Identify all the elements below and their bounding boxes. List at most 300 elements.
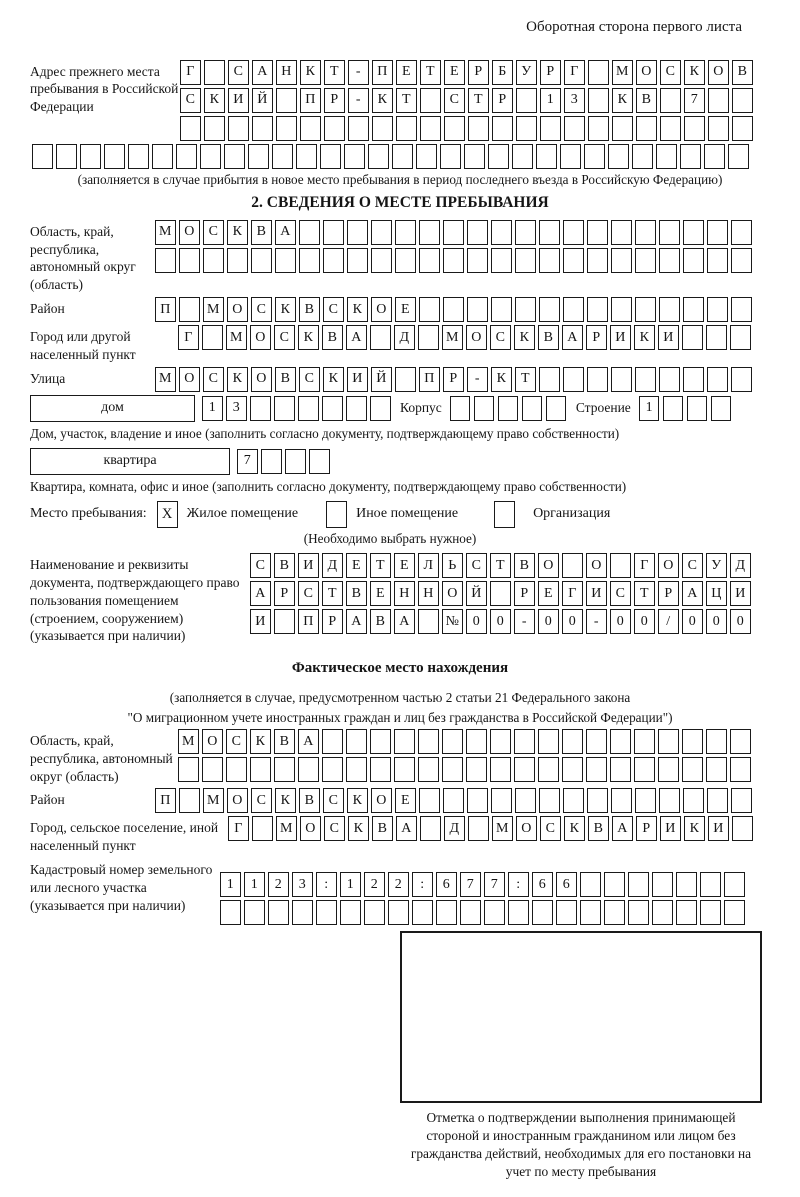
char-cell xyxy=(468,816,489,841)
char-cell: - xyxy=(348,88,369,113)
char-cell xyxy=(104,144,125,169)
region-row-2 xyxy=(155,248,755,273)
char-cell xyxy=(372,116,393,141)
house-number-cells xyxy=(202,396,394,421)
actual-region-row-2 xyxy=(178,757,754,782)
actual-district-row xyxy=(155,788,755,813)
apartment-caption: Квартира, комната, офис и иное (заполнить согласно документу, подтверждающему право собственности) xyxy=(30,478,627,494)
char-cell xyxy=(250,757,271,782)
char-cell xyxy=(731,788,752,813)
char-cell: 3 xyxy=(226,396,247,421)
char-cell: В xyxy=(275,367,296,392)
char-cell: О xyxy=(708,60,729,85)
char-cell xyxy=(322,757,343,782)
char-cell: А xyxy=(396,816,417,841)
char-cell: Г xyxy=(228,816,249,841)
char-cell: К xyxy=(684,60,705,85)
char-cell: О xyxy=(227,788,248,813)
char-cell: Р xyxy=(586,325,607,350)
char-cell xyxy=(346,729,367,754)
char-cell: Г xyxy=(178,325,199,350)
actual-location-title: Фактическое место нахождения xyxy=(291,660,509,677)
char-cell xyxy=(251,248,272,273)
char-cell xyxy=(706,729,727,754)
char-cell: В xyxy=(588,816,609,841)
char-cell: Й xyxy=(252,88,273,113)
char-cell: С xyxy=(298,581,319,606)
char-cell xyxy=(364,900,385,925)
char-cell: О xyxy=(179,220,200,245)
char-cell: П xyxy=(419,367,440,392)
char-cell: П xyxy=(155,297,176,322)
char-cell xyxy=(731,248,752,273)
char-cell: 6 xyxy=(532,872,553,897)
char-cell xyxy=(179,297,200,322)
char-cell xyxy=(611,367,632,392)
char-cell: О xyxy=(227,297,248,322)
char-cell xyxy=(274,396,295,421)
char-cell xyxy=(658,757,679,782)
char-cell xyxy=(285,449,306,474)
char-cell: 7 xyxy=(237,449,258,474)
char-cell: П xyxy=(298,609,319,634)
house-box: дом xyxy=(30,395,195,422)
char-cell: 1 xyxy=(540,88,561,113)
char-cell: С xyxy=(610,581,631,606)
char-cell xyxy=(392,144,413,169)
char-cell xyxy=(32,144,53,169)
char-cell xyxy=(274,609,295,634)
house-row xyxy=(30,395,770,422)
char-cell: Й xyxy=(371,367,392,392)
char-cell xyxy=(707,297,728,322)
char-cell: С xyxy=(226,729,247,754)
char-cell xyxy=(298,396,319,421)
char-cell xyxy=(418,757,439,782)
char-cell xyxy=(610,553,631,578)
char-cell xyxy=(420,88,441,113)
char-cell xyxy=(395,367,416,392)
char-cell xyxy=(244,900,265,925)
char-cell xyxy=(466,757,487,782)
char-cell xyxy=(604,872,625,897)
char-cell xyxy=(516,116,537,141)
char-cell xyxy=(443,788,464,813)
char-cell xyxy=(708,116,729,141)
char-cell xyxy=(347,220,368,245)
char-cell xyxy=(563,297,584,322)
char-cell xyxy=(635,248,656,273)
char-cell xyxy=(612,116,633,141)
char-cell xyxy=(539,788,560,813)
char-cell xyxy=(676,900,697,925)
char-cell: И xyxy=(610,325,631,350)
city-row xyxy=(178,325,754,350)
char-cell xyxy=(370,757,391,782)
section2-title: 2. СВЕДЕНИЯ О МЕСТЕ ПРЕБЫВАНИЯ xyxy=(251,193,549,211)
char-cell xyxy=(588,60,609,85)
char-cell xyxy=(155,248,176,273)
char-cell xyxy=(611,220,632,245)
street-label: Улица xyxy=(30,370,66,386)
char-cell xyxy=(370,325,391,350)
char-cell: О xyxy=(250,325,271,350)
char-cell xyxy=(248,144,269,169)
char-cell xyxy=(611,248,632,273)
char-cell: П xyxy=(372,60,393,85)
char-cell: В xyxy=(251,220,272,245)
street-field xyxy=(30,367,770,392)
char-cell xyxy=(179,248,200,273)
char-cell xyxy=(684,116,705,141)
char-cell xyxy=(226,757,247,782)
organization-checkbox xyxy=(494,501,515,528)
char-cell: С xyxy=(299,367,320,392)
char-cell xyxy=(419,220,440,245)
char-cell xyxy=(656,144,677,169)
district-row xyxy=(155,297,755,322)
char-cell xyxy=(498,396,519,421)
char-cell: И xyxy=(250,609,271,634)
char-cell xyxy=(706,325,727,350)
actual-region-field xyxy=(30,729,770,785)
char-cell xyxy=(610,757,631,782)
char-cell: : xyxy=(508,872,529,897)
char-cell: Р xyxy=(324,88,345,113)
char-cell xyxy=(252,116,273,141)
char-cell xyxy=(587,788,608,813)
char-cell xyxy=(658,729,679,754)
char-cell: С xyxy=(444,88,465,113)
stamp-area xyxy=(400,931,762,1181)
char-cell: Б xyxy=(492,60,513,85)
char-cell: О xyxy=(371,297,392,322)
char-cell xyxy=(659,367,680,392)
char-cell: К xyxy=(298,325,319,350)
char-cell: М xyxy=(155,367,176,392)
char-cell xyxy=(443,297,464,322)
char-cell xyxy=(323,220,344,245)
char-cell: 0 xyxy=(682,609,703,634)
char-cell xyxy=(683,788,704,813)
char-cell xyxy=(346,757,367,782)
char-cell: 6 xyxy=(436,872,457,897)
char-cell: № xyxy=(442,609,463,634)
char-cell: Л xyxy=(418,553,439,578)
char-cell xyxy=(652,900,673,925)
document-row-2 xyxy=(250,581,754,606)
char-cell xyxy=(728,144,749,169)
char-cell: 2 xyxy=(364,872,385,897)
char-cell xyxy=(563,367,584,392)
char-cell: М xyxy=(612,60,633,85)
char-cell: Е xyxy=(346,553,367,578)
char-cell: Н xyxy=(394,581,415,606)
char-cell xyxy=(708,88,729,113)
residential-checkbox-mark: X xyxy=(161,506,173,523)
char-cell xyxy=(635,220,656,245)
char-cell: Д xyxy=(394,325,415,350)
char-cell: С xyxy=(250,553,271,578)
char-cell: В xyxy=(299,297,320,322)
other-premises-checkbox xyxy=(326,501,347,528)
char-cell: - xyxy=(348,60,369,85)
char-cell xyxy=(516,88,537,113)
char-cell: 1 xyxy=(340,872,361,897)
char-cell xyxy=(515,297,536,322)
char-cell: С xyxy=(203,220,224,245)
char-cell xyxy=(515,248,536,273)
char-cell xyxy=(443,220,464,245)
char-cell xyxy=(732,88,753,113)
char-cell xyxy=(488,144,509,169)
prev-address-row-2 xyxy=(180,88,756,113)
char-cell xyxy=(299,220,320,245)
char-cell xyxy=(724,872,745,897)
char-cell xyxy=(468,116,489,141)
char-cell: Е xyxy=(395,788,416,813)
char-cell xyxy=(202,325,223,350)
char-cell: С xyxy=(466,553,487,578)
char-cell xyxy=(368,144,389,169)
char-cell xyxy=(724,900,745,925)
char-cell: К xyxy=(275,297,296,322)
char-cell xyxy=(340,900,361,925)
char-cell: 0 xyxy=(538,609,559,634)
region-row-1 xyxy=(155,220,755,245)
char-cell xyxy=(683,297,704,322)
char-cell: Г xyxy=(634,553,655,578)
char-cell xyxy=(659,788,680,813)
apartment-cells xyxy=(237,449,333,474)
char-cell xyxy=(587,367,608,392)
char-cell xyxy=(586,757,607,782)
char-cell xyxy=(635,788,656,813)
house-caption: Дом, участок, владение и иное (заполнить согласно документу, подтверждающему право собственности) xyxy=(30,425,620,441)
char-cell: 1 xyxy=(244,872,265,897)
char-cell xyxy=(676,872,697,897)
char-cell: : xyxy=(316,872,337,897)
char-cell xyxy=(556,900,577,925)
char-cell: С xyxy=(251,788,272,813)
char-cell: К xyxy=(300,60,321,85)
char-cell xyxy=(588,116,609,141)
char-cell: О xyxy=(251,367,272,392)
char-cell xyxy=(652,872,673,897)
char-cell xyxy=(128,144,149,169)
char-cell: К xyxy=(323,367,344,392)
apartment-row xyxy=(30,448,770,475)
char-cell: В xyxy=(538,325,559,350)
char-cell xyxy=(588,88,609,113)
char-cell xyxy=(611,297,632,322)
residential-checkbox xyxy=(157,501,178,528)
char-cell xyxy=(228,116,249,141)
char-cell xyxy=(659,297,680,322)
char-cell: Р xyxy=(443,367,464,392)
prev-address-row-1 xyxy=(180,60,756,85)
char-cell: И xyxy=(658,325,679,350)
char-cell xyxy=(634,757,655,782)
residential-option-label: Жилое помещение xyxy=(186,506,299,522)
char-cell xyxy=(467,788,488,813)
char-cell xyxy=(562,729,583,754)
char-cell: К xyxy=(227,367,248,392)
char-cell xyxy=(467,297,488,322)
char-cell: Д xyxy=(322,553,343,578)
char-cell xyxy=(204,116,225,141)
char-cell: М xyxy=(492,816,513,841)
char-cell: А xyxy=(562,325,583,350)
char-cell: К xyxy=(275,788,296,813)
korpus-cells xyxy=(450,396,570,421)
city-label: Город или другой населенный пункт xyxy=(30,329,136,362)
char-cell xyxy=(204,60,225,85)
char-cell: О xyxy=(538,553,559,578)
char-cell xyxy=(346,396,367,421)
char-cell xyxy=(508,900,529,925)
char-cell xyxy=(442,757,463,782)
char-cell xyxy=(440,144,461,169)
actual-location-note-2: "О миграционном учете иностранных граждан и лиц без гражданства в Российской Федерации") xyxy=(127,709,673,725)
char-cell xyxy=(635,297,656,322)
char-cell: Т xyxy=(490,553,511,578)
char-cell: С xyxy=(682,553,703,578)
char-cell xyxy=(261,449,282,474)
prev-address-row-4 xyxy=(32,144,770,169)
char-cell xyxy=(490,729,511,754)
char-cell xyxy=(711,396,732,421)
char-cell xyxy=(532,900,553,925)
char-cell xyxy=(580,872,601,897)
region-field xyxy=(30,220,770,294)
char-cell: Т xyxy=(420,60,441,85)
char-cell: 6 xyxy=(556,872,577,897)
char-cell xyxy=(418,325,439,350)
char-cell xyxy=(732,816,753,841)
char-cell xyxy=(538,729,559,754)
char-cell xyxy=(659,248,680,273)
char-cell xyxy=(347,248,368,273)
char-cell xyxy=(203,248,224,273)
char-cell xyxy=(268,900,289,925)
char-cell xyxy=(275,248,296,273)
char-cell xyxy=(539,367,560,392)
char-cell: 1 xyxy=(220,872,241,897)
char-cell: М xyxy=(155,220,176,245)
char-cell xyxy=(323,248,344,273)
char-cell: С xyxy=(323,788,344,813)
char-cell xyxy=(176,144,197,169)
char-cell: А xyxy=(346,325,367,350)
char-cell: А xyxy=(682,581,703,606)
char-cell xyxy=(272,144,293,169)
char-cell xyxy=(276,88,297,113)
char-cell xyxy=(700,872,721,897)
char-cell xyxy=(474,396,495,421)
char-cell xyxy=(704,144,725,169)
char-cell xyxy=(178,757,199,782)
char-cell: Н xyxy=(276,60,297,85)
char-cell: 0 xyxy=(730,609,751,634)
char-cell: П xyxy=(155,788,176,813)
char-cell: О xyxy=(202,729,223,754)
char-cell xyxy=(394,729,415,754)
char-cell: Д xyxy=(444,816,465,841)
char-cell: К xyxy=(372,88,393,113)
actual-region-label: Область, край, республика, автономный округ (область) xyxy=(30,733,173,784)
char-cell xyxy=(564,116,585,141)
char-cell xyxy=(546,396,567,421)
char-cell xyxy=(634,729,655,754)
actual-region-row-1 xyxy=(178,729,754,754)
char-cell xyxy=(418,609,439,634)
actual-district-label: Район xyxy=(30,792,65,808)
char-cell xyxy=(587,297,608,322)
char-cell: К xyxy=(514,325,535,350)
char-cell xyxy=(731,297,752,322)
char-cell: Р xyxy=(658,581,679,606)
char-cell xyxy=(515,788,536,813)
char-cell: К xyxy=(491,367,512,392)
char-cell xyxy=(179,788,200,813)
char-cell xyxy=(682,757,703,782)
char-cell xyxy=(540,116,561,141)
char-cell: И xyxy=(228,88,249,113)
char-cell: М xyxy=(276,816,297,841)
char-cell xyxy=(371,220,392,245)
char-cell: Т xyxy=(515,367,536,392)
document-label: Наименование и реквизиты документа, подтверждающего право пользования помещением (строением, сооружением) (указывается при наличии) xyxy=(30,557,240,644)
char-cell xyxy=(700,900,721,925)
char-cell xyxy=(730,757,751,782)
char-cell: 0 xyxy=(634,609,655,634)
char-cell xyxy=(632,144,653,169)
char-cell: 3 xyxy=(292,872,313,897)
char-cell xyxy=(464,144,485,169)
char-cell xyxy=(299,248,320,273)
char-cell: Р xyxy=(322,609,343,634)
stay-type-row xyxy=(30,501,770,528)
char-cell xyxy=(562,553,583,578)
char-cell: 7 xyxy=(484,872,505,897)
char-cell xyxy=(444,116,465,141)
char-cell: В xyxy=(636,88,657,113)
char-cell xyxy=(628,872,649,897)
char-cell xyxy=(683,248,704,273)
char-cell: У xyxy=(706,553,727,578)
char-cell: В xyxy=(299,788,320,813)
char-cell xyxy=(562,757,583,782)
char-cell: О xyxy=(300,816,321,841)
document-row-3 xyxy=(250,609,754,634)
actual-location-note-1: (заполняется в случае, предусмотренном частью 2 статьи 21 Федерального закона xyxy=(169,689,631,705)
char-cell xyxy=(490,757,511,782)
char-cell xyxy=(663,396,684,421)
char-cell: / xyxy=(658,609,679,634)
char-cell xyxy=(707,220,728,245)
page-side-note: Оборотная сторона первого листа xyxy=(526,19,742,35)
char-cell: А xyxy=(252,60,273,85)
char-cell xyxy=(491,788,512,813)
char-cell: К xyxy=(347,297,368,322)
char-cell: О xyxy=(586,553,607,578)
char-cell: О xyxy=(466,325,487,350)
char-cell: О xyxy=(516,816,537,841)
char-cell: О xyxy=(179,367,200,392)
char-cell: Р xyxy=(274,581,295,606)
char-cell: К xyxy=(250,729,271,754)
